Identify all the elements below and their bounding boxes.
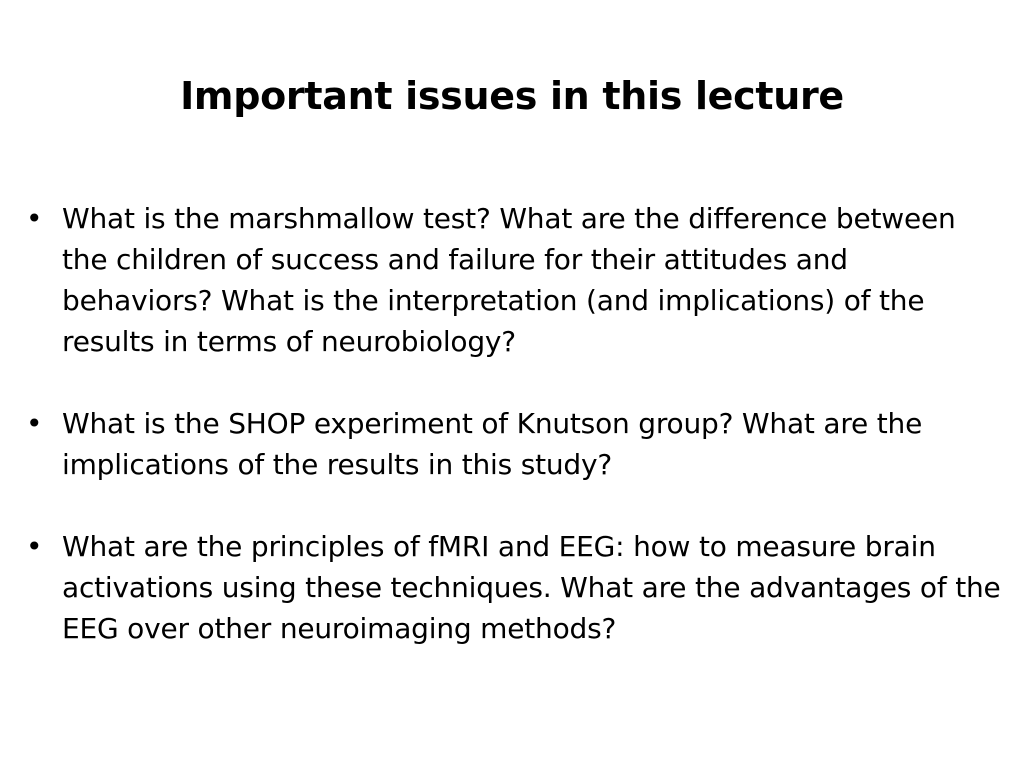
bullet-text: What is the marshmallow test? What are the difference between the children of success and failure for their attitudes and behaviors? What is the interpretation (and implications) of the results in terms of neurobiology?	[62, 202, 956, 358]
bullet-dot-icon: •	[26, 202, 43, 235]
bullet-dot-icon: •	[26, 530, 43, 563]
bullet-dot-icon: •	[26, 407, 43, 440]
bullet-item-fmri-eeg	[24, 526, 1004, 649]
bullet-list	[24, 198, 1004, 649]
bullet-text: What is the SHOP experiment of Knutson group? What are the implications of the results in this study?	[62, 407, 923, 481]
bullet-text: What are the principles of fMRI and EEG: how to measure brain activations using these techniques. What are the advantages of the EEG over other neuroimaging methods?	[62, 530, 1001, 645]
bullet-item-shop-experiment	[24, 403, 1004, 485]
slide-title: Important issues in this lecture	[180, 74, 844, 118]
bullet-item-marshmallow-test	[24, 198, 1004, 362]
